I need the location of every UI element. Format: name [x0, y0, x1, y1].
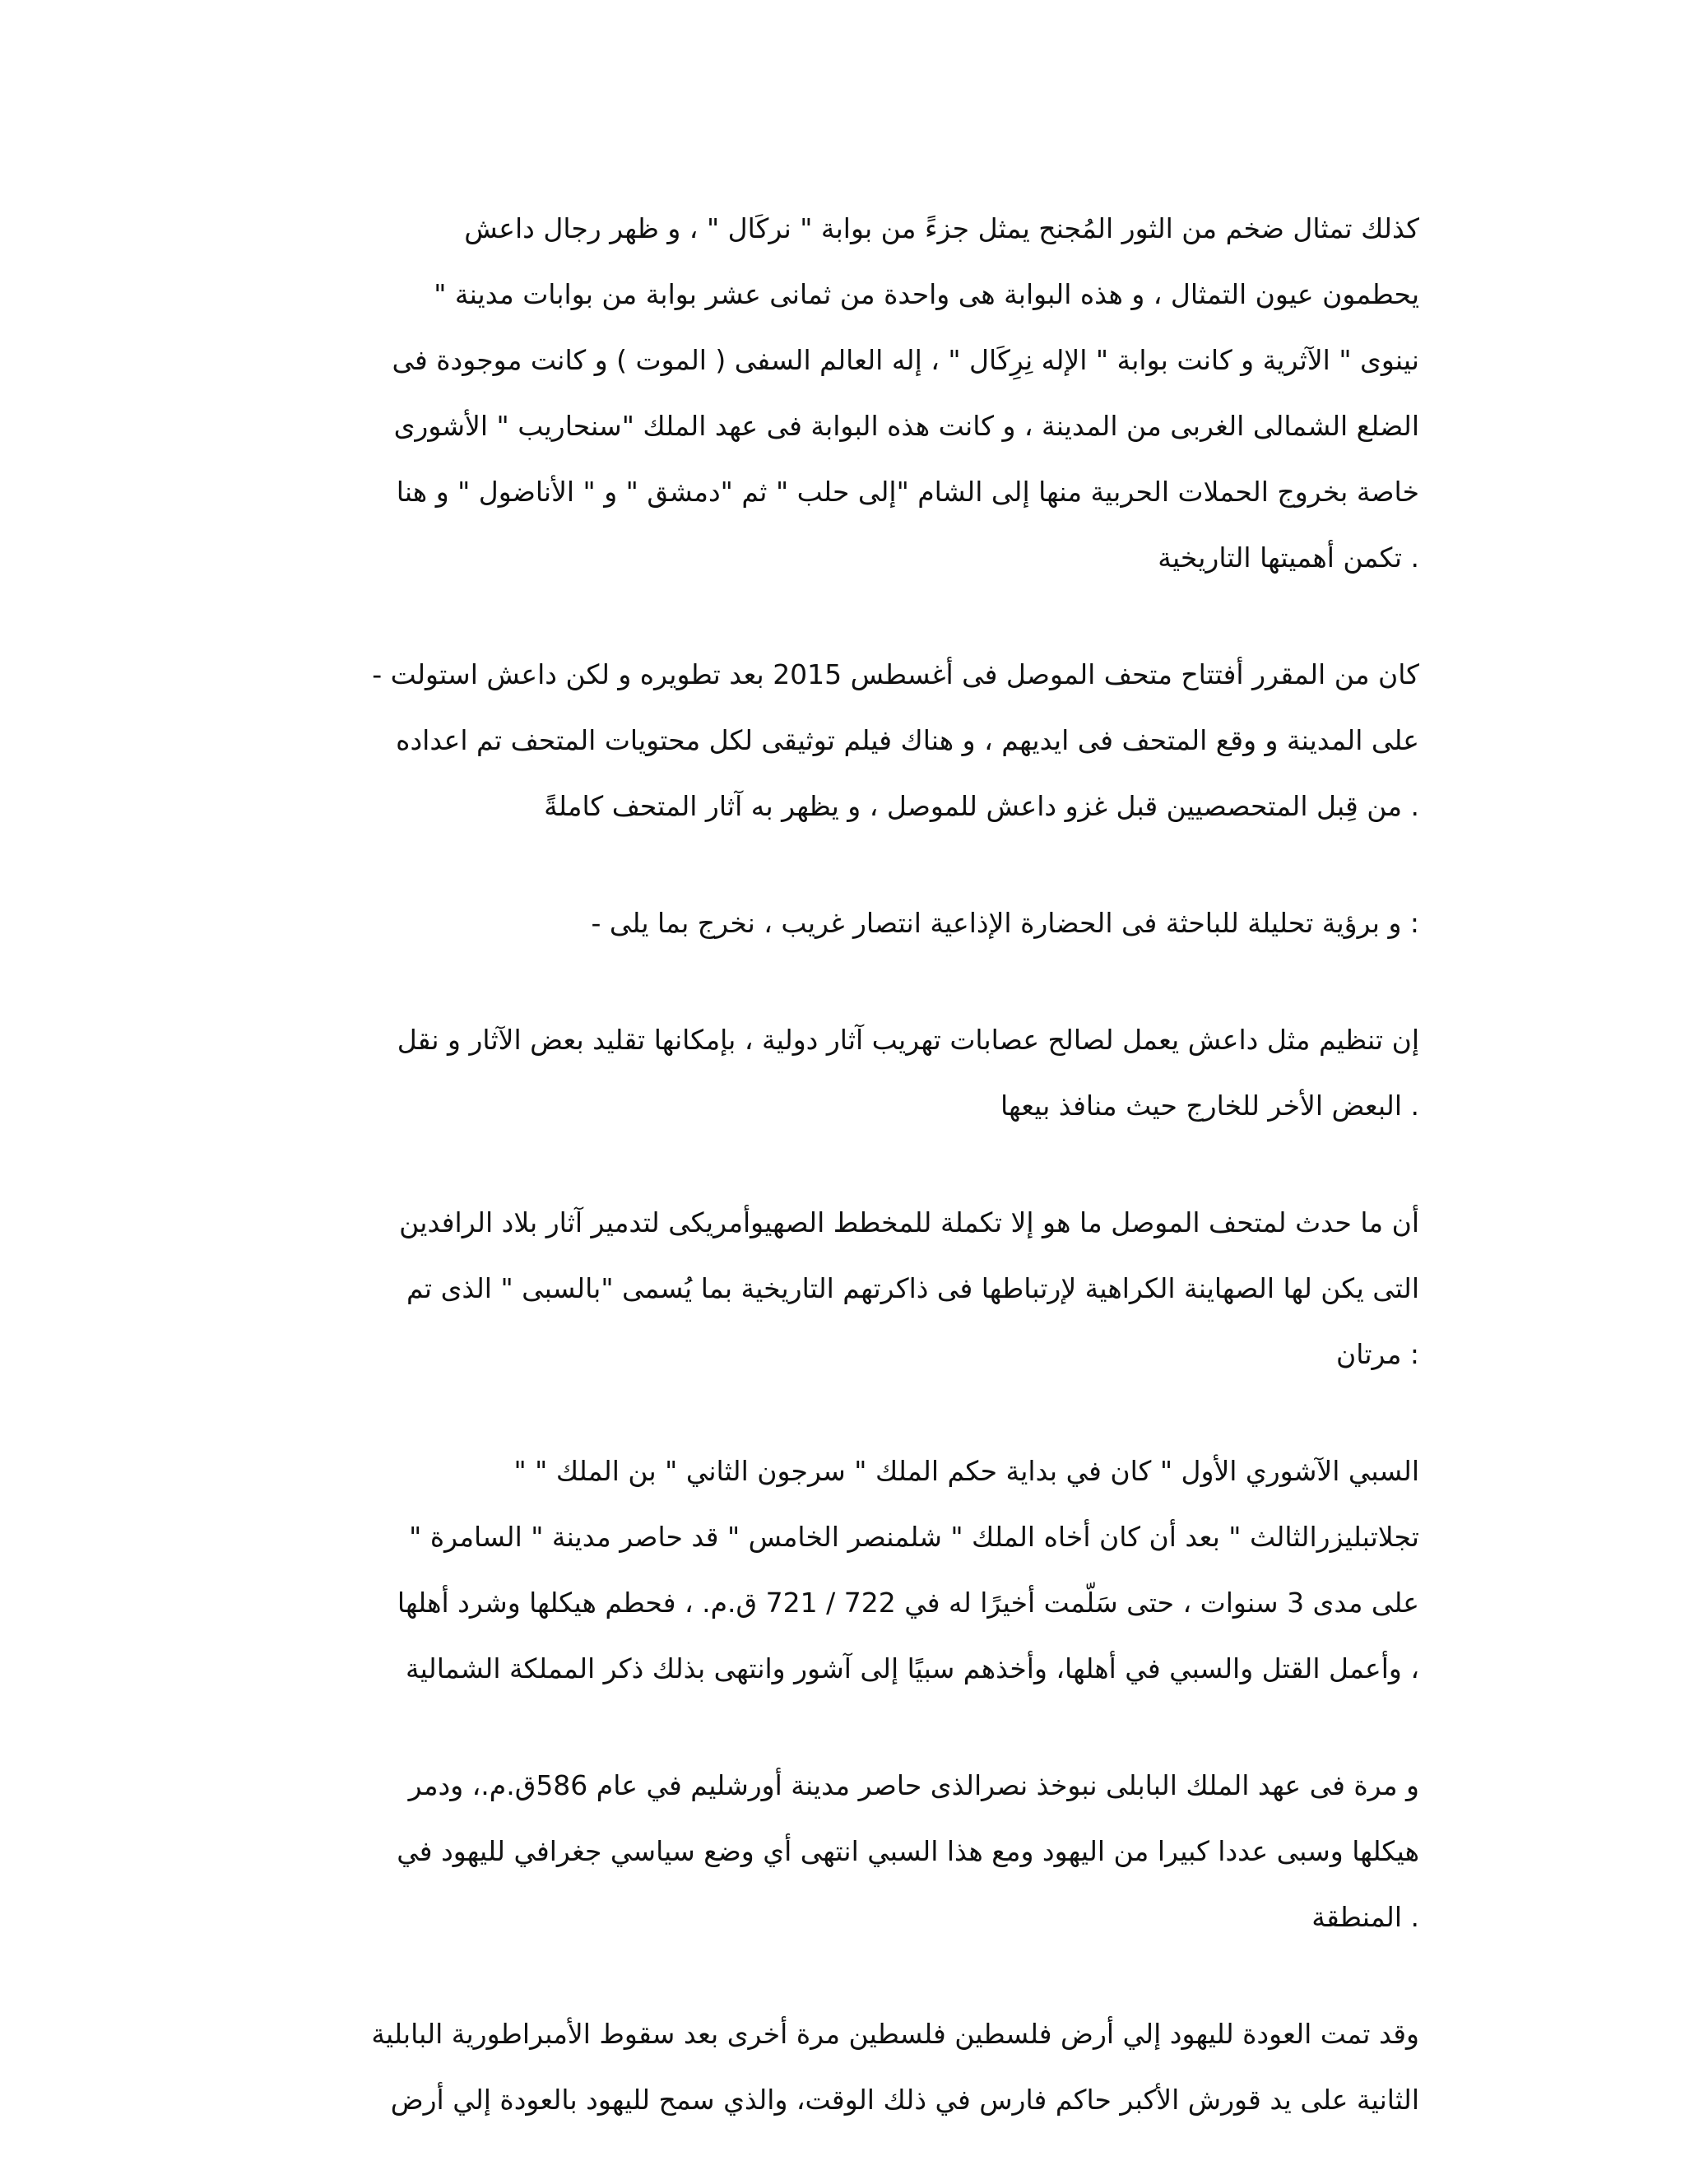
- text-line: كان من المقرر أفتتاح متحف الموصل فى أغسطس 2015 بعد تطويره و لكن داعش استولت -: [372, 658, 1419, 690]
- text-line: . المنطقة: [1311, 1901, 1419, 1933]
- text-line: ، وأعمل القتل والسبي في أهلها، وأخذهم سبيًا إلى آشور وانتهى بذلك ذكر المملكة الشمالية: [405, 1652, 1419, 1684]
- text-line: . البعض الأخر للخارج حيث منافذ بيعها: [1000, 1090, 1419, 1122]
- text-line: هيكلها وسبى عددا كبيرا من اليهود ومع هذا السبي انتهى أي وضع سياسي جغرافي لليهود في: [397, 1835, 1419, 1867]
- paragraph-analysis-intro: [263, 890, 1419, 956]
- text-line: على مدى 3 سنوات ، حتى سَلّمت أخيرًا له في 722 / 721 ق.م. ، فحطم هيكلها وشرد أهلها: [397, 1587, 1419, 1619]
- text-line: نينوى " الآثرية و كانت بوابة " الإله نِرِكَال " ، إله العالم السفى ( الموت ) و كانت موجودة فى: [392, 344, 1419, 376]
- text-line: خاصة بخروج الحملات الحربية منها إلى الشام "إلى حلب " ثم "دمشق " و " الأناضول " و هنا: [396, 476, 1419, 508]
- text-line: وقد تمت العودة لليهود إلي أرض فلسطين فلسطين مرة أخرى بعد سقوط الأمبراطورية البابلية: [371, 2018, 1419, 2050]
- text-line: كذلك تمثال ضخم من الثور المُجنح يمثل جزءً من بوابة " نركَال " ، و ظهر رجال داعش: [464, 212, 1419, 244]
- paragraph-return: [263, 2001, 1419, 2133]
- paragraph-nergal-gate: [263, 196, 1419, 591]
- text-line: يحطمون عيون التمثال ، و هذه البوابة هى واحدة من ثمانى عشر بوابة من بوابات مدينة ": [434, 278, 1419, 310]
- text-line: و مرة فى عهد الملك البابلى نبوخذ نصرالذى حاصر مدينة أورشليم في عام 586ق.م.، ودمر: [408, 1769, 1419, 1801]
- text-line: : و برؤية تحليلة للباحثة فى الحضارة الإذاعية انتصار غريب ، نخرج بما يلى -: [591, 907, 1419, 939]
- text-line: . تكمن أهميتها التاريخية: [1158, 541, 1419, 574]
- paragraph-smuggling: [263, 1007, 1419, 1139]
- text-line: على المدينة و وقع المتحف فى ايديهم ، و هناك فيلم توثيقى لكل محتويات المتحف تم اعداده: [396, 724, 1419, 756]
- article-body: [263, 196, 1419, 2184]
- text-line: . من قِبل المتحصصيين قبل غزو داعش للموصل ، و يظهر به آثار المتحف كاملةً: [544, 790, 1419, 822]
- text-line: : مرتان: [1336, 1338, 1419, 1370]
- text-line: الضلع الشمالى الغربى من المدينة ، و كانت هذه البوابة فى عهد الملك "سنحاريب " الأشورى: [393, 410, 1419, 442]
- text-line: السبي الآشوري الأول " كان في بداية حكم الملك " سرجون الثاني " بن الملك " ": [513, 1455, 1419, 1487]
- paragraph-babylonian-captivity: [263, 1753, 1419, 1950]
- paragraph-assyrian-captivity: [263, 1438, 1419, 1702]
- text-line: التى يكن لها الصهاينة الكراهية لإرتباطها فى ذاكرتهم التاريخية بما يُسمى "بالسبى " الذى تم: [406, 1272, 1419, 1304]
- text-line: الثانية على يد قورش الأكبر حاكم فارس في ذلك الوقت، والذي سمح لليهود بالعودة إلي أرض: [390, 2084, 1419, 2116]
- text-line: تجلاتبليزرالثالث " بعد أن كان أخاه الملك " شلمنصر الخامس " قد حاصر مدينة " السامرة ": [409, 1521, 1419, 1553]
- paragraph-captivity-intro: [263, 1190, 1419, 1387]
- text-line: إن تنظيم مثل داعش يعمل لصالح عصابات تهريب آثار دولية ، بإمكانها تقليد بعض الآثار و نقل: [397, 1024, 1419, 1056]
- text-line: أن ما حدث لمتحف الموصل ما هو إلا تكملة للمخطط الصهيوأمريكى لتدمير آثار بلاد الرافدين: [399, 1206, 1419, 1238]
- paragraph-mosul-museum: [263, 642, 1419, 839]
